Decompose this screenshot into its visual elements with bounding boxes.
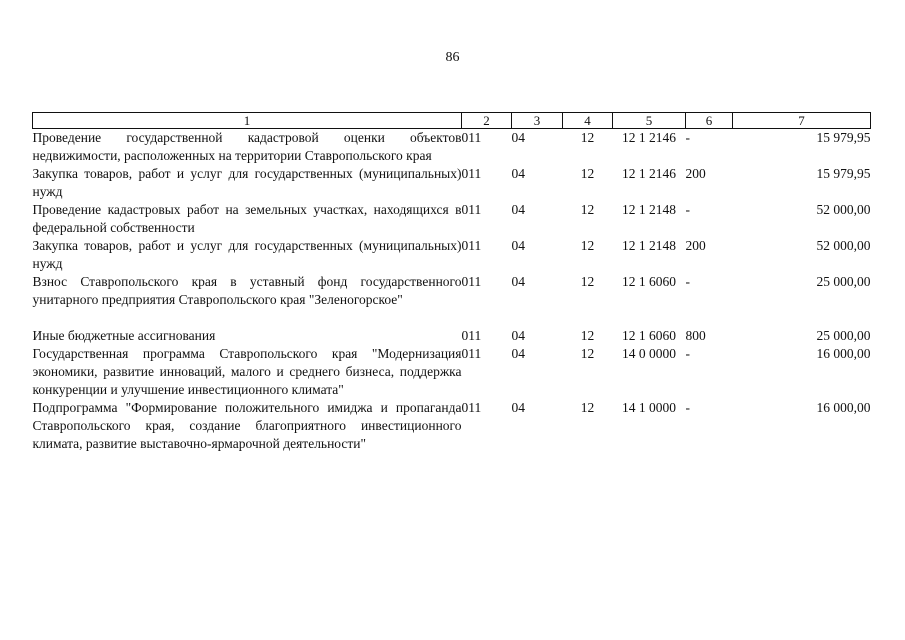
- row-subsection: 12: [580, 202, 595, 217]
- header-col-3: 3: [512, 113, 563, 129]
- row-target-article: 14 0 0000: [622, 346, 676, 361]
- row-subsection: 12: [580, 400, 595, 415]
- row-target-article: 12 1 2148: [622, 238, 676, 253]
- header-col-7: 7: [733, 113, 871, 129]
- table-row: [33, 399, 871, 453]
- row-amount: 25 000,00: [816, 328, 871, 343]
- row-ministry: 011: [461, 166, 482, 181]
- table-row: [33, 237, 871, 273]
- table-row: [33, 327, 871, 345]
- header-col-5: 5: [613, 113, 686, 129]
- row-target-article: 14 1 0000: [622, 400, 676, 415]
- row-expense-type: 200: [685, 238, 706, 253]
- row-expense-type: -: [685, 130, 690, 145]
- row-section: 04: [511, 328, 525, 343]
- header-col-2: 2: [462, 113, 512, 129]
- row-ministry: 011: [461, 346, 482, 361]
- row-subsection: 12: [580, 130, 595, 145]
- row-amount: 52 000,00: [816, 202, 871, 217]
- row-ministry: 011: [461, 238, 482, 253]
- row-expense-type: -: [685, 202, 690, 217]
- row-amount: 15 979,95: [816, 130, 871, 145]
- table-row: [33, 345, 871, 399]
- row-name: Взнос Ставропольского края в уставный фонд государственного унитарного предприятия Ставропольского края "Зеленогорское": [32, 274, 462, 307]
- row-section: 04: [511, 274, 525, 289]
- row-ministry: 011: [461, 328, 482, 343]
- row-name: Государственная программа Ставропольского края "Модернизация экономики, развитие инноваций, малого и среднего бизнеса, поддержка конкуренции и улучшение инвестиционного климата": [32, 346, 462, 397]
- row-target-article: 12 1 6060: [622, 328, 676, 343]
- row-expense-type: 200: [685, 166, 706, 181]
- row-section: 04: [511, 202, 525, 217]
- row-target-article: 12 1 2146: [622, 130, 676, 145]
- row-amount: 52 000,00: [816, 238, 871, 253]
- table-row: [33, 165, 871, 201]
- row-name: Проведение государственной кадастровой оценки объектов недвижимости, расположенных на территории Ставропольского края: [32, 130, 462, 163]
- row-expense-type: -: [685, 274, 690, 289]
- row-expense-type: 800: [685, 328, 706, 343]
- row-subsection: 12: [580, 346, 595, 361]
- budget-table: [32, 112, 871, 453]
- row-expense-type: -: [685, 346, 690, 361]
- row-section: 04: [511, 130, 525, 145]
- row-ministry: 011: [461, 274, 482, 289]
- row-ministry: 011: [461, 400, 482, 415]
- row-ministry: 011: [461, 130, 482, 145]
- row-target-article: 12 1 6060: [622, 274, 676, 289]
- row-amount: 16 000,00: [816, 346, 871, 361]
- table-row: [33, 273, 871, 309]
- row-name: Подпрограмма "Формирование положительного имиджа и пропаганда Ставропольского края, создание благоприятного инвестиционного климата, развитие выставочно-ярмарочной деятельности": [32, 400, 462, 451]
- spacer-cell: [33, 309, 871, 327]
- header-row: [33, 113, 871, 129]
- row-amount: 15 979,95: [816, 166, 871, 181]
- header-col-6: 6: [686, 113, 733, 129]
- row-name: Проведение кадастровых работ на земельных участках, находящихся в федеральной собственности: [32, 202, 462, 235]
- table-row: [33, 129, 871, 166]
- table-row: [33, 201, 871, 237]
- row-name: Закупка товаров, работ и услуг для государственных (муниципальных) нужд: [32, 238, 462, 271]
- row-section: 04: [511, 166, 525, 181]
- row-target-article: 12 1 2146: [622, 166, 676, 181]
- header-col-4: 4: [563, 113, 613, 129]
- row-subsection: 12: [580, 328, 595, 343]
- row-target-article: 12 1 2148: [622, 202, 676, 217]
- row-expense-type: -: [685, 400, 690, 415]
- row-subsection: 12: [580, 238, 595, 253]
- row-section: 04: [511, 400, 525, 415]
- row-subsection: 12: [580, 274, 595, 289]
- row-amount: 16 000,00: [816, 400, 871, 415]
- row-amount: 25 000,00: [816, 274, 871, 289]
- row-name: Иные бюджетные ассигнования: [32, 328, 216, 343]
- page-number: 86: [445, 50, 460, 65]
- row-section: 04: [511, 346, 525, 361]
- header-col-1: 1: [33, 113, 462, 129]
- row-ministry: 011: [461, 202, 482, 217]
- spacer-row: [33, 309, 871, 327]
- row-section: 04: [511, 238, 525, 253]
- row-subsection: 12: [580, 166, 595, 181]
- row-name: Закупка товаров, работ и услуг для государственных (муниципальных) нужд: [32, 166, 462, 199]
